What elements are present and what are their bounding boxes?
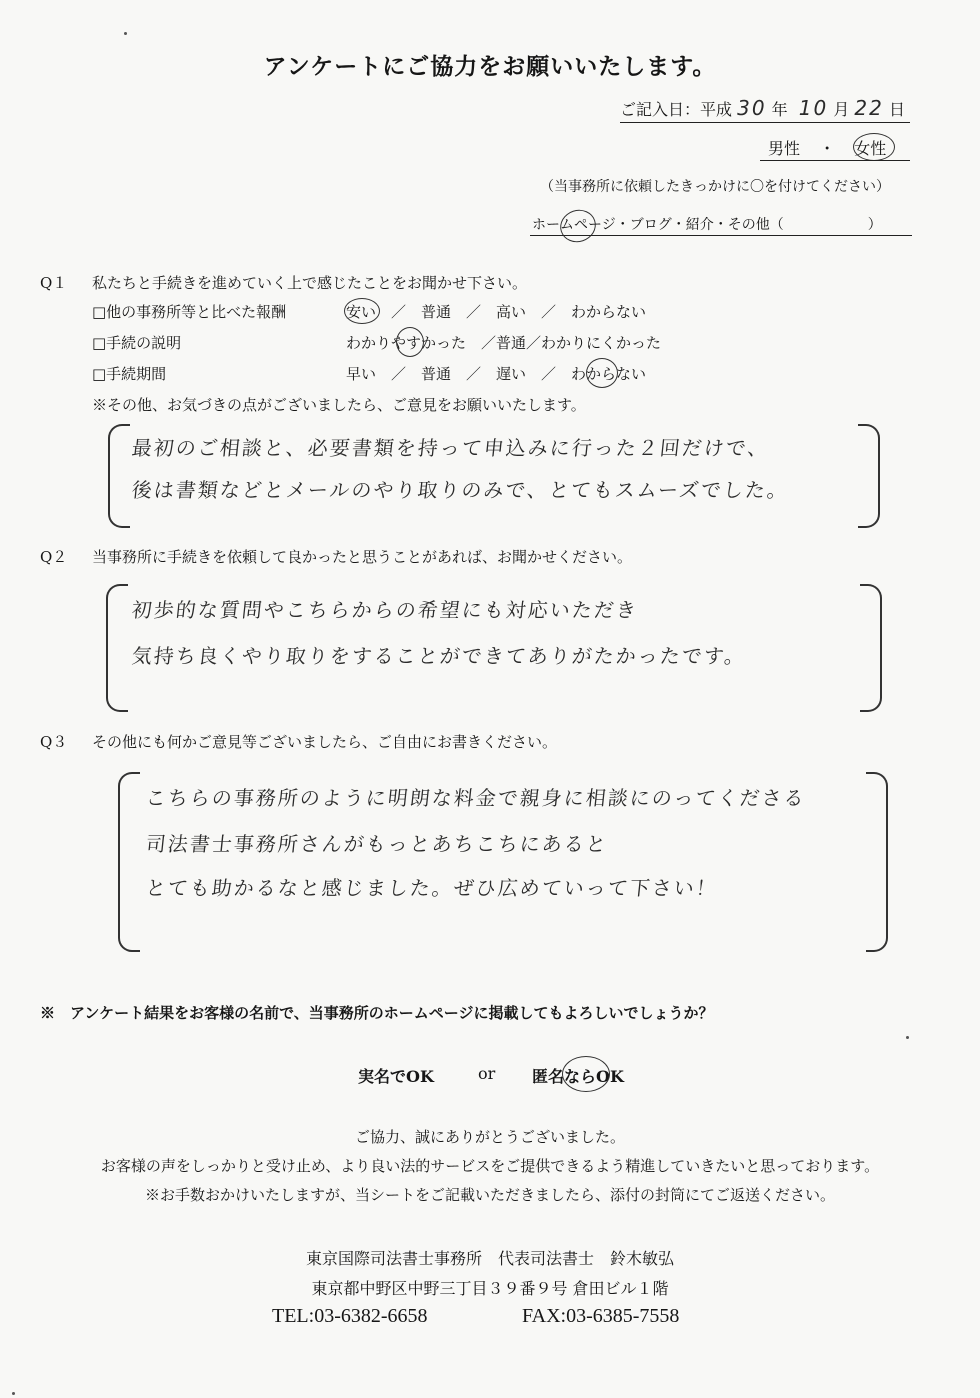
gender-separator: ・ bbox=[819, 139, 836, 158]
reason-note: （当事務所に依頼したきっかけに〇を付けてください） bbox=[540, 179, 890, 195]
q3-question: その他にも何かご意見等ございましたら、ご自由にお書きください。 bbox=[92, 733, 558, 751]
q3-answer-bracket-right bbox=[866, 772, 888, 952]
publish-option-real-name: 実名でOK bbox=[358, 1067, 434, 1086]
q3-answer-bracket-left bbox=[118, 772, 140, 952]
thanks-line-3: ※お手数おかけいたしますが、当シートをご記載いただきましたら、添付の封筒にてご返送ください。 bbox=[144, 1186, 835, 1204]
page-title: アンケートにご協力をお願いいたします。 bbox=[263, 53, 717, 80]
q3-answer-line-2: 司法書士事務所さんがもっとあちこちにあると bbox=[144, 832, 610, 856]
office-fax: FAX:03-6385-7558 bbox=[522, 1305, 680, 1327]
q1-answer-bracket-right bbox=[858, 424, 880, 528]
q1-period-circle-mark bbox=[586, 358, 618, 388]
gender-underline bbox=[760, 160, 910, 161]
q2-question: 当事務所に手続きを依頼して良かったと思うことがあれば、お聞かせください。 bbox=[92, 548, 633, 566]
paper-speck bbox=[12, 1392, 15, 1395]
date-underline bbox=[620, 122, 910, 123]
q1-number: Q１ bbox=[40, 274, 68, 292]
q1-item-explanation-label: □手続の説明 bbox=[92, 334, 182, 352]
q3-answer-line-1: こちらの事務所のように明朗な料金で親身に相談にのってくださる bbox=[144, 786, 807, 810]
q3-number: Q３ bbox=[40, 733, 68, 751]
date-label: ご記入日：平成 bbox=[620, 100, 733, 119]
q1-question: 私たちと手続きを進めていく上で感じたことをお聞かせ下さい。 bbox=[92, 274, 528, 292]
q1-item-fee-options: 安い ／ 普通 ／ 高い ／ わからない bbox=[346, 303, 647, 321]
q2-answer-line-2: 気持ち良くやり取りをすることができてありがたかったです。 bbox=[130, 644, 748, 668]
q1-fee-circle-mark bbox=[344, 298, 380, 324]
q2-answer-bracket-right bbox=[860, 584, 882, 712]
office-address: 東京都中野区中野三丁目３９番９号 倉田ビル１階 bbox=[311, 1279, 669, 1298]
q1-item-fee-label: □他の事務所等と比べた報酬 bbox=[92, 303, 287, 321]
q1-item-explanation-options: わかりやすかった ／普通／わかりにくかった bbox=[346, 334, 662, 352]
q2-number: Q２ bbox=[40, 548, 68, 566]
q1-explanation-circle-mark bbox=[396, 327, 424, 357]
publish-question: ※ アンケート結果をお客様の名前で、当事務所のホームページに掲載してもよろしいでしょうか？ bbox=[40, 1004, 714, 1022]
gender-female: 女性 bbox=[854, 139, 887, 158]
publish-circle-mark bbox=[562, 1056, 610, 1092]
date-year-unit: 年 bbox=[771, 100, 788, 119]
q2-answer-bracket-left bbox=[106, 584, 128, 712]
date-month: 10 bbox=[798, 96, 829, 120]
date-year: 30 bbox=[737, 96, 767, 120]
q1-item-period-options: 早い ／ 普通 ／ 遅い ／ わからない bbox=[346, 365, 647, 383]
source-options: ホームページ・ブログ・紹介・その他（ ） bbox=[532, 217, 882, 233]
paper-speck bbox=[906, 1036, 909, 1039]
q1-item-period-label: □手続期間 bbox=[92, 365, 167, 383]
publish-option-anonymous: 匿名ならOK bbox=[532, 1067, 624, 1086]
thanks-line-2: お客様の声をしっかりと受け止め、より良い法的サービスをご提供できるよう精進していきたいと思っております。 bbox=[100, 1157, 880, 1175]
date-day: 22 bbox=[854, 96, 884, 120]
paper-speck bbox=[124, 32, 127, 35]
q3-answer-line-3: とても助かるなと感じました。ぜひ広めていって下さい！ bbox=[144, 876, 720, 900]
sources-underline bbox=[530, 235, 912, 236]
date-line bbox=[620, 96, 905, 120]
date-day-unit: 日 bbox=[888, 100, 905, 119]
q1-answer-line-1: 最初のご相談と、必要書類を持って申込みに行った２回だけで、 bbox=[130, 436, 771, 460]
q2-answer-line-1: 初歩的な質問やこちらからの希望にも対応いただき bbox=[130, 598, 640, 622]
date-month-unit: 月 bbox=[833, 100, 850, 119]
source-circle-mark bbox=[556, 205, 600, 247]
thanks-line-1: ご協力、誠にありがとうございました。 bbox=[354, 1128, 625, 1146]
q1-comment-prompt: ※その他、お気づきの点がございましたら、ご意見をお願いいたします。 bbox=[92, 396, 586, 414]
office-name: 東京国際司法書士事務所 代表司法書士 鈴木敏弘 bbox=[305, 1249, 674, 1268]
publish-or: or bbox=[478, 1064, 496, 1083]
office-tel: TEL:03-6382-6658 bbox=[272, 1305, 428, 1327]
gender-male: 男性 bbox=[768, 139, 801, 158]
q1-answer-bracket-left bbox=[108, 424, 130, 528]
gender-circle-mark bbox=[853, 133, 895, 161]
q1-answer-line-2: 後は書類などとメールのやり取りのみで、とてもスムーズでした。 bbox=[130, 478, 791, 502]
